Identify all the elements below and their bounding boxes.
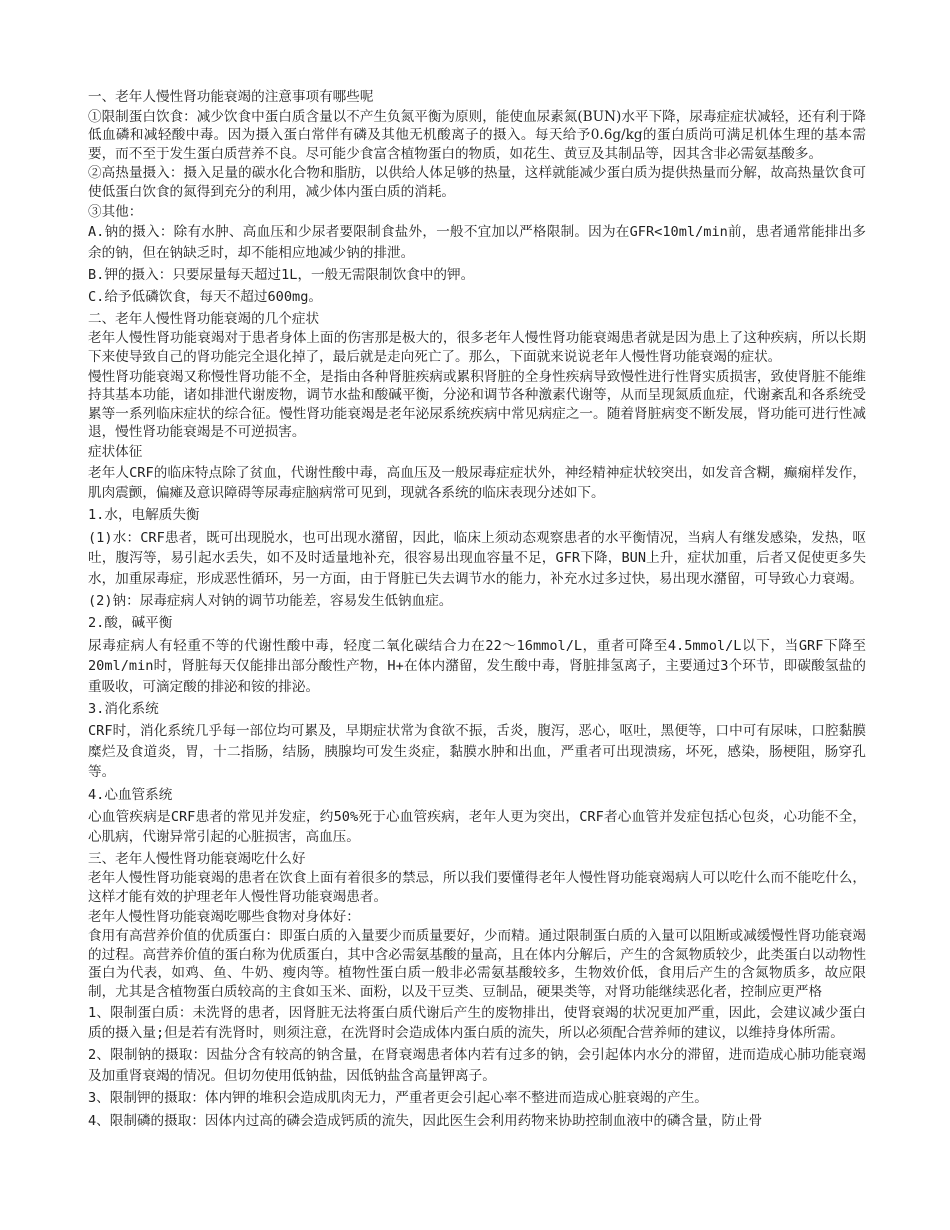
paragraph: (2)钠：尿毒症病人对钠的调节功能差，容易发生低钠血症。 xyxy=(88,592,453,609)
paragraph: 2.酸，碱平衡 xyxy=(88,615,173,632)
paragraph: 慢性肾功能衰竭又称慢性肾功能不全，是指由各种肾脏疾病或累积肾脏的全身性疾病导致慢性进行性肾实质损害，致使肾脏不能维持其基本功能，诸如排泄代谢废物，调节水盐和酸碱平衡，分泌和调节各种激素代谢等，从而呈现氮质血症，代谢紊乱和各系统受累等一系列临床症状的综合征。慢性肾功能衰竭是老年泌尿系统疾病中常见病症之一。随着肾脏病变不断发展，肾功能可进行性减退，慢性肾功能衰竭是不可逆损害。 xyxy=(88,368,866,441)
paragraph: 1.水，电解质失衡 xyxy=(88,507,200,524)
paragraph: ③其他： xyxy=(88,203,143,220)
paragraph: A.钠的摄入：除有水肿、高血压和少尿者要限制食盐外，一般不宜加以严格限制。因为在GFR<10ml/min前，患者通常能排出多余的钠，但在钠缺乏时，却不能相应地减少钠的排泄。 xyxy=(88,224,866,261)
paragraph: 老年人慢性肾功能衰竭吃哪些食物对身体好： xyxy=(88,908,360,925)
paragraph: 食用有高营养价值的优质蛋白：即蛋白质的入量要少而质量要好，少而精。通过限制蛋白质的入量可以阻断或减缓慢性肾功能衰竭的过程。高营养价值的蛋白称为优质蛋白，其中含必需氨基酸的量高，且在体内分解后，产生的含氮物质较少，此类蛋白以动物性蛋白为代表，如鸡、鱼、牛奶、瘦肉等。植物性蛋白质一般非必需氨基酸较多，生物效价低，食用后产生的含氮物质多，故应限制，尤其是含植物蛋白质较高的主食如玉米、面粉，以及干豆类、豆制品，硬果类等，对肾功能继续恶化者，控制应更严格 xyxy=(88,928,866,1000)
paragraph: CRF时，消化系统几乎每一部位均可累及，早期症状常为食欲不振，舌炎，腹泻，恶心，呕吐，黑便等，口中可有尿味，口腔黏膜糜烂及食道炎，胃，十二指肠，结肠，胰腺均可发生炎症，黏膜水肿和出血，严重者可出现溃疡，坏死，感染，肠梗阻，肠穿孔等。 xyxy=(88,723,866,781)
paragraph: 3.消化系统 xyxy=(88,701,159,717)
paragraph: 4、限制磷的摄取：因体内过高的磷会造成钙质的流失，因此医生会利用药物来协助控制血液中的磷含量，防止骨 xyxy=(88,1112,763,1129)
paragraph: 尿毒症病人有轻重不等的代谢性酸中毒，轻度二氧化碳结合力在22～16mmol/L，重者可降至4.5mmol/L以下，当GRF下降至20ml/min时，肾脏每天仅能排出部分酸性产物，H+在体内潴留，发生酸中毒，肾脏排氢离子，主要通过3个环节，即碳酸氢盐的重吸收，可滴定酸的排泌和铵的排泌。 xyxy=(88,637,866,695)
paragraph: 老年人慢性肾功能衰竭对于患者身体上面的伤害那是极大的，很多老年人慢性肾功能衰竭患者就是因为患上了这种疾病，所以长期下来使导致自己的肾功能完全退化掉了，最后就是走向死亡了。那么，下面就来说说老年人慢性肾功能衰竭的症状。 xyxy=(88,330,866,365)
paragraph: 老年人CRF的临床特点除了贫血，代谢性酸中毒，高血压及一般尿毒症症状外，神经精神症状较突出，如发音含糊，癫痫样发作，肌肉震颤，偏瘫及意识障碍等尿毒症脑病常可见到，现就各系统的临床表现分述如下。 xyxy=(88,464,866,501)
paragraph: 心血管疾病是CRF患者的常见并发症，约50%死于心血管疾病，老年人更为突出，CRF者心血管并发症包括心包炎，心功能不全，心肌病，代谢异常引起的心脏损害，高血压。 xyxy=(88,809,866,846)
paragraph: 一、老年人慢性肾功能衰竭的注意事项有哪些呢 xyxy=(88,89,374,105)
paragraph: 2、限制钠的摄取：因盐分含有较高的钠含量，在肾衰竭患者体内若有过多的钠，会引起体内水分的滞留，进而造成心肺功能衰竭及加重肾衰竭的情况。但切勿使用低钠盐，因低钠盐含高量钾离子。 xyxy=(88,1047,866,1084)
paragraph: 1、限制蛋白质：未洗肾的患者，因肾脏无法将蛋白质代谢后产生的废物排出，使肾衰竭的状况更加严重，因此，会建议减少蛋白质的摄入量;但是若有洗肾时，则须注意，在洗肾时会造成体内蛋白质的流失，所以必须配合营养师的建议，以维持身体所需。 xyxy=(88,1004,866,1041)
paragraph: C.给予低磷饮食，每天不超过600mg。 xyxy=(88,289,323,306)
paragraph: 3、限制钾的摄取：体内钾的堆积会造成肌肉无力，严重者更会引起心率不整进而造成心脏衰竭的产生。 xyxy=(88,1090,708,1107)
paragraph: (1)水：CRF患者，既可出现脱水，也可出现水潴留，因此，临床上须动态观察患者的水平衡情况，当病人有继发感染，发热，呕吐，腹泻等，易引起水丢失，如不及时适量地补充，很容易出现血容量不足，GFR下降，BUN上升，症状加重，后者又促使更多失水，加重尿毒症，形成恶性循环，另一方面，由于肾脏已失去调节水的能力，补充水过多过快，易出现水潴留，可导致心力衰竭。 xyxy=(88,529,866,587)
paragraph: ②高热量摄入：摄入足量的碳水化合物和脂肪，以供给人体足够的热量，这样就能减少蛋白质为提供热量而分解，故高热量饮食可使低蛋白饮食的氮得到充分的利用，减少体内蛋白质的消耗。 xyxy=(88,165,866,200)
paragraph: 二、老年人慢性肾功能衰竭的几个症状 xyxy=(88,310,320,327)
paragraph: 三、老年人慢性肾功能衰竭吃什么好 xyxy=(88,850,306,867)
paragraph: 症状体征 xyxy=(88,443,143,460)
document-body xyxy=(88,88,866,1131)
paragraph: 4.心血管系统 xyxy=(88,786,173,803)
paragraph: ①限制蛋白饮食：减少饮食中蛋白质含量以不产生负氮平衡为原则，能使血尿素氮(BUN)水平下降，尿毒症症状减轻，还有利于降低血磷和减轻酸中毒。因为摄入蛋白常伴有磷及其他无机酸离子的摄入。每天给予0.6g/kg的蛋白质尚可满足机体生理的基本需要，而不至于发生蛋白质营养不良。尽可能少食富含植物蛋白的物质，如花生、黄豆及其制品等，因其含非必需氨基酸多。 xyxy=(88,108,867,162)
paragraph: 老年人慢性肾功能衰竭的患者在饮食上面有着很多的禁忌，所以我们要懂得老年人慢性肾功能衰竭病人可以吃什么而不能吃什么，这样才能有效的护理老年人慢性肾功能衰竭患者。 xyxy=(88,870,866,906)
paragraph: B.钾的摄入：只要尿量每天超过1L，一般无需限制饮食中的钾。 xyxy=(88,266,475,283)
